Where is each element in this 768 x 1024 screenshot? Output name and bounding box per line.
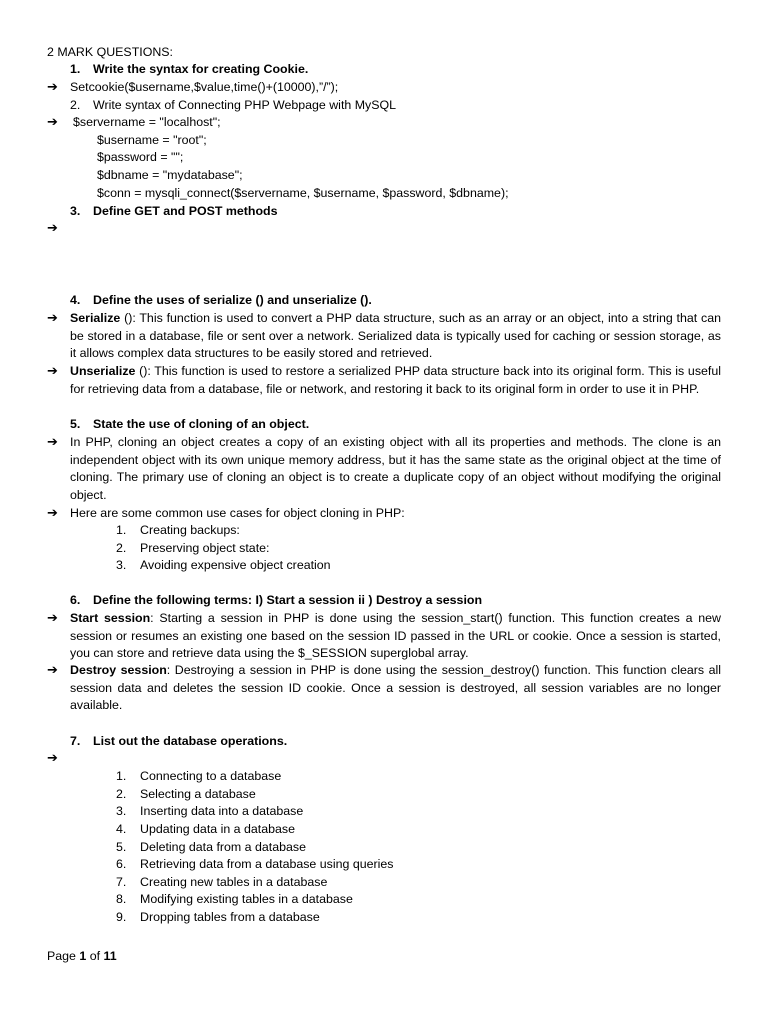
- question-7: [70, 733, 287, 750]
- code-line: $dbname = "mydatabase";: [97, 168, 243, 182]
- list-item: 2. Selecting a database: [116, 787, 256, 801]
- question-6: [70, 592, 482, 609]
- arrow-icon: ➔: [47, 663, 58, 678]
- list-item: 7. Creating new tables in a database: [116, 875, 328, 889]
- question-title: Write the syntax for creating Cookie.: [93, 62, 309, 76]
- arrow-icon: ➔: [47, 311, 58, 326]
- question-1: [70, 61, 308, 78]
- arrow-icon: ➔: [47, 115, 58, 130]
- question-number: 5.: [70, 417, 81, 431]
- answer-1: Setcookie($username,$value,time()+(10000),”/”);: [70, 80, 339, 94]
- arrow-icon: ➔: [47, 80, 58, 95]
- list-item: 3. Avoiding expensive object creation: [116, 558, 331, 572]
- arrow-icon: ➔: [47, 611, 58, 626]
- arrow-icon: ➔: [47, 221, 58, 236]
- definition-text: (): This function is used to convert a PHP data structure, such as an array or an object, into a string that can be stored in a database, file or sent over a network. Serialized data is typically used for caching or session storage, as it allows complex data structures to be easily stored and retrieved.: [70, 311, 721, 361]
- term: Unserialize: [70, 364, 136, 378]
- arrow-icon: ➔: [47, 364, 58, 379]
- code-line: $conn = mysqli_connect($servername, $username, $password, $dbname);: [97, 186, 509, 200]
- list-item: 2. Preserving object state:: [116, 541, 270, 555]
- unserialize-definition: [70, 363, 721, 398]
- term: Destroy session: [70, 663, 167, 677]
- code-line: $username = "root";: [97, 133, 207, 147]
- question-title: State the use of cloning of an object.: [93, 417, 310, 431]
- definition-text: : Destroying a session in PHP is done using the session_destroy() function. This function clears all session data and deletes the session ID cookie. Once a session is destroyed, all session variables are no longer available.: [70, 663, 721, 713]
- page-footer: Page 1 of 11: [47, 949, 117, 963]
- arrow-icon: ➔: [47, 435, 58, 450]
- section-header: 2 MARK QUESTIONS:: [47, 45, 173, 59]
- question-number: 1.: [70, 62, 81, 76]
- question-number: 3.: [70, 204, 81, 218]
- question-title: List out the database operations.: [93, 734, 288, 748]
- question-number: 2.: [70, 98, 81, 112]
- page-current: 1: [79, 949, 87, 963]
- list-item: 3. Inserting data into a database: [116, 804, 304, 818]
- list-item: 1. Creating backups:: [116, 523, 240, 537]
- question-title: Define the following terms: I) Start a session ii ) Destroy a session: [93, 593, 483, 607]
- question-title: Define GET and POST methods: [93, 204, 278, 218]
- cloning-uses-intro: Here are some common use cases for object cloning in PHP:: [70, 506, 405, 520]
- question-4: [70, 292, 372, 309]
- list-item: 8. Modifying existing tables in a database: [116, 892, 353, 906]
- list-item: 9. Dropping tables from a database: [116, 910, 320, 924]
- destroy-session-definition: [70, 662, 721, 715]
- serialize-definition: [70, 310, 721, 363]
- question-3: [70, 203, 278, 220]
- list-item: 6. Retrieving data from a database using queries: [116, 857, 394, 871]
- definition-text: : Starting a session in PHP is done using the session_start() function. This function creates a new session or resumes an existing one based on the session ID passed in the URL or cookie. Once a session is started, you can store and retrieve data using the $_SESSION superglobal array.: [70, 611, 721, 661]
- arrow-icon: ➔: [47, 751, 58, 766]
- start-session-definition: [70, 610, 721, 663]
- list-item: 1. Connecting to a database: [116, 769, 282, 783]
- question-number: 6.: [70, 593, 81, 607]
- term: Serialize: [70, 311, 121, 325]
- arrow-icon: ➔: [47, 506, 58, 521]
- question-number: 4.: [70, 293, 81, 307]
- definition-text: (): This function is used to restore a serialized PHP data structure back into its original form. This is useful for retrieving data from a database, file or network, and restoring it back to its original form in order to use it in PHP.: [70, 364, 721, 396]
- question-5: [70, 416, 309, 433]
- question-number: 7.: [70, 734, 81, 748]
- list-item: 4. Updating data in a database: [116, 822, 296, 836]
- code-line: $password = "";: [97, 150, 184, 164]
- question-2: [70, 97, 396, 114]
- page-total: 11: [103, 949, 117, 963]
- question-title: Write syntax of Connecting PHP Webpage with MySQL: [93, 98, 397, 112]
- list-item: 5. Deleting data from a database: [116, 840, 307, 854]
- cloning-paragraph: In PHP, cloning an object creates a copy of an existing object with all its properties and methods. The clone is an independent object with its own unique memory address, but it has the same state as the original object at the time of cloning. The primary use of cloning an object is to create a duplicate copy of an object without modifying the original object.: [70, 435, 721, 502]
- question-title: Define the uses of serialize () and unserialize ().: [93, 293, 372, 307]
- term: Start session: [70, 611, 151, 625]
- code-line: $servername = "localhost";: [73, 115, 221, 129]
